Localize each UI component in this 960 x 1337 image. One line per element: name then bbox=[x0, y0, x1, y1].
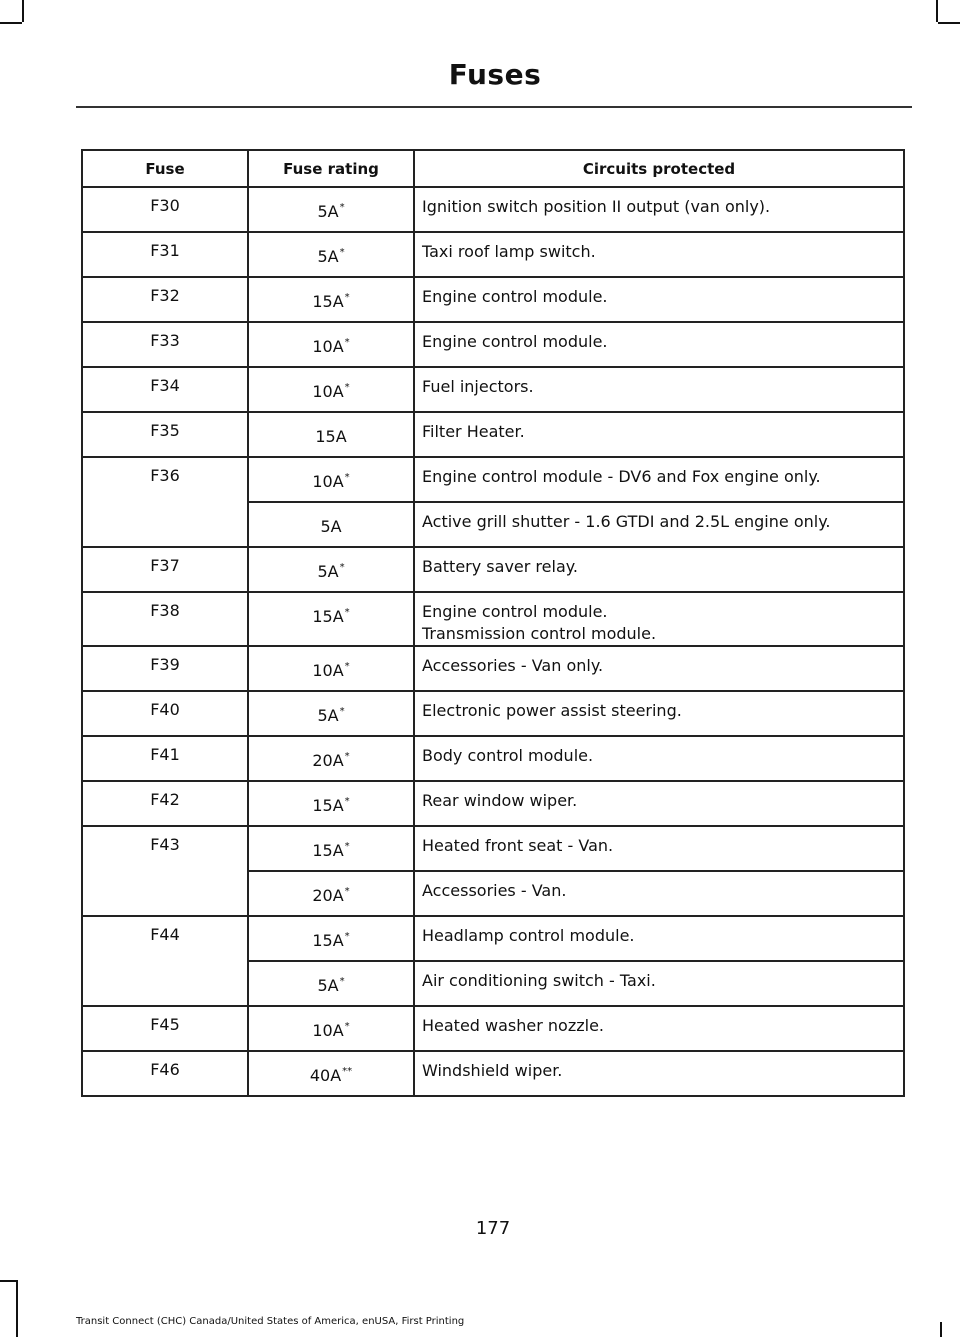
circuit-description: Active grill shutter - 1.6 GTDI and 2.5L engine only. bbox=[422, 512, 831, 531]
crop-mark bbox=[16, 1280, 18, 1337]
fuse-rating-cell bbox=[248, 871, 414, 916]
circuits-cell bbox=[414, 277, 904, 322]
circuit-description: Headlamp control module. bbox=[422, 926, 635, 945]
fuse-id: F46 bbox=[150, 1060, 180, 1079]
fuse-rating-cell bbox=[248, 916, 414, 961]
circuit-description: Fuel injectors. bbox=[422, 377, 534, 396]
table-row bbox=[82, 1006, 904, 1051]
circuits-cell bbox=[414, 502, 904, 547]
circuits-cell bbox=[414, 646, 904, 691]
fuse-id-cell bbox=[82, 1051, 248, 1096]
table-body bbox=[82, 187, 904, 1096]
fuse-id-cell bbox=[82, 916, 248, 1006]
fuse-id-cell bbox=[82, 826, 248, 916]
fuse-rating: 5A bbox=[317, 202, 339, 221]
fuse-rating: 15A bbox=[312, 796, 344, 815]
column-header-rating: Fuse rating bbox=[248, 150, 414, 187]
fuse-rating-cell bbox=[248, 1051, 414, 1096]
fuse-id: F39 bbox=[150, 655, 180, 674]
circuits-cell bbox=[414, 916, 904, 961]
page-number: 177 bbox=[475, 1218, 511, 1239]
page-title: Fuses bbox=[448, 58, 542, 91]
footnote-mark: * bbox=[344, 337, 350, 348]
table-row bbox=[82, 412, 904, 457]
fuse-id: F44 bbox=[150, 925, 180, 944]
fuse-id-cell bbox=[82, 412, 248, 457]
circuit-description: Body control module. bbox=[422, 746, 594, 765]
fuse-id-cell bbox=[82, 367, 248, 412]
circuit-description: Heated washer nozzle. bbox=[422, 1016, 605, 1035]
fuse-rating: 15A bbox=[312, 841, 344, 860]
footnote-mark: ** bbox=[342, 1066, 353, 1077]
fuse-rating: 40A bbox=[309, 1066, 342, 1085]
fuse-id-cell bbox=[82, 187, 248, 232]
circuit-description: Accessories - Van only. bbox=[422, 656, 604, 675]
circuits-cell bbox=[414, 367, 904, 412]
fuse-rating-cell bbox=[248, 412, 414, 457]
circuits-cell bbox=[414, 736, 904, 781]
fuse-id: F34 bbox=[150, 376, 180, 395]
circuit-description: Windshield wiper. bbox=[422, 1061, 563, 1080]
table-row bbox=[82, 547, 904, 592]
fuse-rating: 20A bbox=[312, 751, 344, 770]
fuse-id-cell bbox=[82, 781, 248, 826]
fuse-rating-cell bbox=[248, 826, 414, 871]
footnote-mark: * bbox=[339, 202, 345, 213]
circuits-cell bbox=[414, 592, 904, 646]
fuse-rating-cell bbox=[248, 457, 414, 502]
footnote-mark: * bbox=[339, 562, 345, 573]
circuits-cell bbox=[414, 232, 904, 277]
fuse-rating-cell bbox=[248, 232, 414, 277]
table-header-row bbox=[82, 150, 904, 187]
circuit-description: Air conditioning switch - Taxi. bbox=[422, 971, 656, 990]
footnote-mark: * bbox=[344, 796, 350, 807]
fuse-id: F38 bbox=[150, 601, 180, 620]
fuse-rating-cell bbox=[248, 187, 414, 232]
fuse-id: F41 bbox=[150, 745, 180, 764]
circuit-description: Engine control module - DV6 and Fox engine only. bbox=[422, 467, 821, 486]
circuits-cell bbox=[414, 547, 904, 592]
table-row bbox=[82, 1051, 904, 1096]
fuse-id-cell bbox=[82, 1006, 248, 1051]
column-header-fuse: Fuse bbox=[82, 150, 248, 187]
fuse-id: F40 bbox=[150, 700, 180, 719]
footnote-mark: * bbox=[339, 706, 345, 717]
circuit-description: Electronic power assist steering. bbox=[422, 701, 682, 720]
fuse-id-cell bbox=[82, 232, 248, 277]
circuit-description: Taxi roof lamp switch. bbox=[422, 242, 596, 261]
circuits-cell bbox=[414, 1051, 904, 1096]
title-divider bbox=[76, 106, 912, 108]
footer-text: Transit Connect (CHC) Canada/United States of America, enUSA, First Printing bbox=[76, 1316, 465, 1327]
table-row bbox=[82, 646, 904, 691]
table-row bbox=[82, 736, 904, 781]
fuse-id-cell bbox=[82, 547, 248, 592]
table-row bbox=[82, 457, 904, 502]
fuse-id-cell bbox=[82, 592, 248, 646]
fuse-id-cell bbox=[82, 277, 248, 322]
table-row bbox=[82, 691, 904, 736]
footnote-mark: * bbox=[339, 247, 345, 258]
footnote-mark: * bbox=[344, 886, 350, 897]
fuse-rating: 10A bbox=[312, 337, 344, 356]
fuse-rating: 5A bbox=[317, 247, 339, 266]
fuse-rating: 20A bbox=[312, 886, 344, 905]
circuits-cell bbox=[414, 457, 904, 502]
circuit-description: Engine control module. bbox=[422, 287, 608, 306]
fuse-id: F31 bbox=[150, 241, 180, 260]
circuit-description: Filter Heater. bbox=[422, 422, 525, 441]
circuits-cell bbox=[414, 412, 904, 457]
fuse-table bbox=[81, 149, 905, 1097]
fuse-rating: 10A bbox=[312, 382, 344, 401]
table-row bbox=[82, 826, 904, 871]
fuse-rating: 15A bbox=[312, 931, 344, 950]
fuse-rating-cell bbox=[248, 781, 414, 826]
crop-mark bbox=[0, 22, 22, 24]
fuse-id-cell bbox=[82, 736, 248, 781]
footnote-mark: * bbox=[344, 841, 350, 852]
fuse-rating-cell bbox=[248, 961, 414, 1006]
circuit-description: Heated front seat - Van. bbox=[422, 836, 614, 855]
fuse-rating: 10A bbox=[312, 661, 344, 680]
circuit-description: Battery saver relay. bbox=[422, 557, 579, 576]
circuits-cell bbox=[414, 961, 904, 1006]
fuse-rating: 15A bbox=[312, 607, 344, 626]
circuit-description: Transmission control module. bbox=[422, 624, 657, 643]
fuse-rating: 15A bbox=[315, 427, 347, 446]
fuse-rating-cell bbox=[248, 547, 414, 592]
fuse-rating: 5A bbox=[317, 706, 339, 725]
footnote-mark: * bbox=[344, 931, 350, 942]
circuits-cell bbox=[414, 691, 904, 736]
table-row bbox=[82, 322, 904, 367]
footnote-mark: * bbox=[344, 1021, 350, 1032]
column-header-circuits: Circuits protected bbox=[414, 150, 904, 187]
fuse-id: F30 bbox=[150, 196, 180, 215]
crop-mark bbox=[940, 1322, 942, 1337]
fuse-id: F37 bbox=[150, 556, 180, 575]
circuit-description: Engine control module. bbox=[422, 332, 608, 351]
table-row bbox=[82, 916, 904, 961]
fuse-rating: 15A bbox=[312, 292, 344, 311]
circuits-cell bbox=[414, 1006, 904, 1051]
fuse-rating: 5A bbox=[317, 562, 339, 581]
fuse-id-cell bbox=[82, 691, 248, 736]
footnote-mark: * bbox=[339, 976, 345, 987]
footnote-mark: * bbox=[344, 751, 350, 762]
footnote-mark: * bbox=[344, 382, 350, 393]
table-row bbox=[82, 781, 904, 826]
fuse-id: F33 bbox=[150, 331, 180, 350]
circuit-description: Engine control module. bbox=[422, 602, 608, 621]
circuits-cell bbox=[414, 826, 904, 871]
crop-mark bbox=[22, 0, 24, 22]
circuits-cell bbox=[414, 871, 904, 916]
fuse-rating-cell bbox=[248, 277, 414, 322]
footnote-mark: * bbox=[344, 472, 350, 483]
fuse-id: F42 bbox=[150, 790, 180, 809]
fuse-id-cell bbox=[82, 322, 248, 367]
fuse-id: F45 bbox=[150, 1015, 180, 1034]
circuit-description: Accessories - Van. bbox=[422, 881, 567, 900]
circuits-cell bbox=[414, 187, 904, 232]
crop-mark bbox=[938, 22, 960, 24]
fuse-rating: 10A bbox=[312, 472, 344, 491]
table-row bbox=[82, 187, 904, 232]
fuse-rating-cell bbox=[248, 502, 414, 547]
circuit-description: Ignition switch position II output (van only). bbox=[422, 197, 771, 216]
fuse-id: F43 bbox=[150, 835, 180, 854]
fuse-id: F35 bbox=[150, 421, 180, 440]
fuse-id: F36 bbox=[150, 466, 180, 485]
fuse-rating-cell bbox=[248, 691, 414, 736]
fuse-rating: 5A bbox=[320, 517, 342, 536]
table-row bbox=[82, 367, 904, 412]
crop-mark bbox=[0, 1280, 16, 1282]
fuse-rating: 10A bbox=[312, 1021, 344, 1040]
fuse-rating-cell bbox=[248, 367, 414, 412]
circuits-cell bbox=[414, 322, 904, 367]
table-row bbox=[82, 277, 904, 322]
crop-mark bbox=[936, 0, 938, 22]
table-row bbox=[82, 232, 904, 277]
fuse-rating-cell bbox=[248, 646, 414, 691]
fuse-rating-cell bbox=[248, 1006, 414, 1051]
footnote-mark: * bbox=[344, 292, 350, 303]
fuse-rating-cell bbox=[248, 736, 414, 781]
fuse-id: F32 bbox=[150, 286, 180, 305]
fuse-rating: 5A bbox=[317, 976, 339, 995]
fuse-rating-cell bbox=[248, 322, 414, 367]
circuits-cell bbox=[414, 781, 904, 826]
fuse-id-cell bbox=[82, 646, 248, 691]
circuit-description: Rear window wiper. bbox=[422, 791, 578, 810]
footnote-mark: * bbox=[344, 661, 350, 672]
footnote-mark: * bbox=[344, 607, 350, 618]
fuse-rating-cell bbox=[248, 592, 414, 646]
table-row bbox=[82, 592, 904, 646]
fuse-id-cell bbox=[82, 457, 248, 547]
